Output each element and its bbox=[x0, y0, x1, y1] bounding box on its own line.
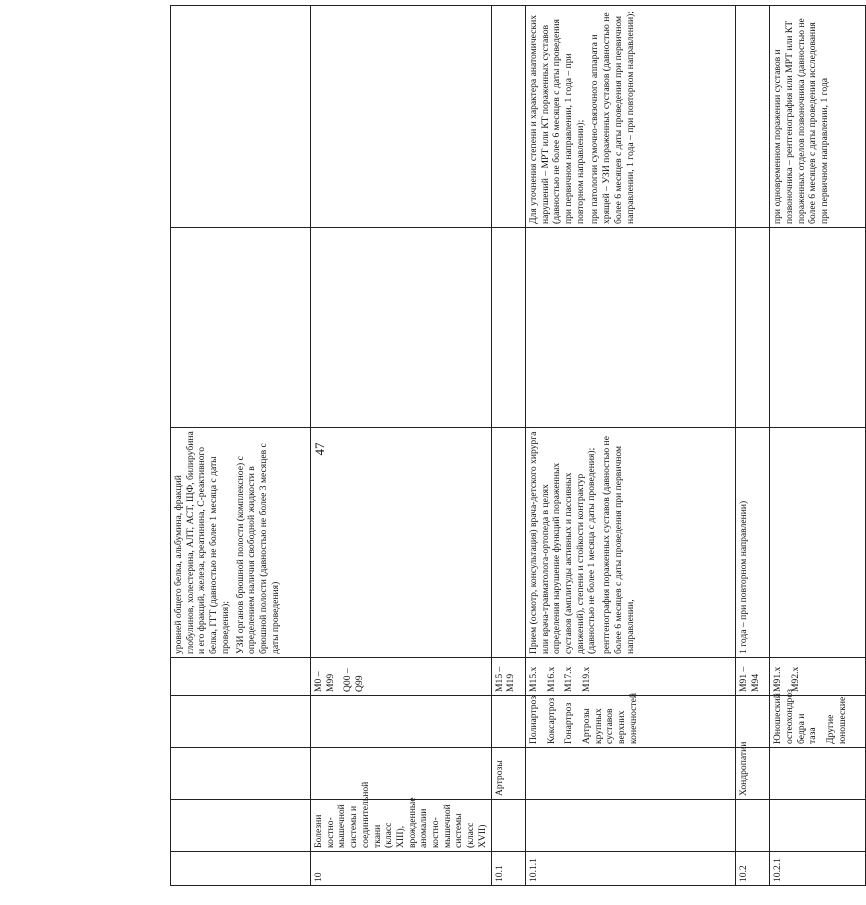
diag-text: Коксартроз bbox=[545, 697, 557, 744]
main-text: 1 года – при повторном направлении) bbox=[737, 500, 749, 654]
cell-code bbox=[491, 852, 525, 886]
cell-diag bbox=[311, 696, 492, 748]
cell-cls bbox=[491, 800, 525, 852]
cell-code bbox=[735, 852, 769, 886]
cell-grp bbox=[171, 748, 311, 800]
mkb-text: M0 – M99 bbox=[313, 671, 336, 692]
code-text: 10.1.1 bbox=[527, 858, 539, 882]
mkb-text: M19.x bbox=[581, 666, 593, 692]
cell-extra bbox=[171, 6, 311, 228]
cell-cls bbox=[311, 781, 492, 852]
cell-code bbox=[770, 852, 866, 886]
table-row bbox=[525, 6, 735, 886]
cell-grp bbox=[525, 748, 735, 800]
table-row bbox=[735, 6, 769, 886]
cell-grp bbox=[311, 748, 492, 800]
cell-mkb bbox=[171, 658, 311, 696]
grp-text: Артрозы bbox=[493, 760, 505, 796]
cell-extra bbox=[525, 6, 735, 228]
mkb-text: M15 –M19 bbox=[493, 666, 517, 692]
cell-code bbox=[171, 852, 311, 886]
cell-inter bbox=[311, 228, 492, 428]
cell-inter bbox=[171, 228, 311, 428]
cell-diag bbox=[770, 689, 866, 748]
cell-extra bbox=[491, 6, 525, 228]
mkb-text: M15.x bbox=[527, 666, 539, 692]
diag-text: Юношеский остеохондроз бедра и таза bbox=[772, 689, 819, 744]
code-text: 10 bbox=[313, 872, 324, 882]
cell-diag bbox=[525, 693, 735, 748]
cell-code bbox=[525, 852, 735, 886]
cell-main bbox=[171, 428, 311, 658]
main-text: УЗИ органов брюшной полости (комплексное) с определением наличия свободной жидкости в брюшной полости (давностью не более 3 месяцев с даты проведения) bbox=[234, 443, 281, 654]
cell-mkb bbox=[525, 658, 735, 696]
cell-main bbox=[770, 428, 866, 658]
extra-text: при одновременном поражении суставов и позвоночника – рентгенография или МРТ или КТ пораженных отделов позвоночника (давностью не более 6 месяцев с даты проведения исследования при первичном направлении, 1 года bbox=[772, 18, 831, 224]
cell-grp bbox=[735, 741, 769, 800]
cell-grp bbox=[491, 748, 525, 800]
code-text: 10.1 bbox=[493, 865, 505, 882]
diag-text: Гонартроз bbox=[563, 702, 575, 744]
diag-text: Артрозы крупных суставов верхних конечностей bbox=[581, 693, 639, 744]
cell-diag bbox=[491, 696, 525, 748]
cell-extra bbox=[770, 6, 866, 228]
main-text: рентгенография пораженных суставов (давностью не более 6 месяцев с даты проведения при первичном направлении, bbox=[601, 436, 636, 654]
cell-cls bbox=[770, 800, 866, 852]
cell-main bbox=[735, 428, 769, 658]
mkb-text: Q00 – Q99 bbox=[342, 668, 366, 692]
cell-extra bbox=[311, 6, 492, 228]
grp-text: Хондропатии bbox=[737, 741, 749, 796]
main-text: Прием (осмотр, консультация) врача-детского хирурга или врача-травматолога-ортопеда в целях определения нарушение функций пораженных суставов (амплитуды активных и пассивных движений), степени и стойкости контрактур (давностью не более 1 месяца с даты проведения); bbox=[527, 431, 598, 654]
cell-extra bbox=[735, 6, 769, 228]
table-row bbox=[491, 6, 525, 886]
table-row bbox=[770, 6, 866, 886]
diag-text: Другие юношеские bbox=[825, 696, 848, 744]
cell-main bbox=[491, 428, 525, 658]
extra-text: при патологии сумочно-связочного аппарата и хрящей – УЗИ пораженных суставов (давностью не более 6 месяцев с даты проведения при первичном направлении, 1 года – при повторном направлении); bbox=[589, 11, 636, 224]
mkb-text: M92.x bbox=[790, 666, 802, 692]
main-text: уровней общего белка, альбумина, фракций глобулинов, холестерина, АЛТ, АСТ, ЩФ, билирубина и его фракций, железа, креатинина, С-реактивного белка, ГГТ (давностью не более 1 месяца с даты проведения); bbox=[173, 431, 231, 654]
cell-inter bbox=[770, 228, 866, 428]
cell-cls bbox=[735, 800, 769, 852]
diag-text: Полиартроз bbox=[527, 695, 539, 744]
extra-text: Для уточнения степени и характера анатомических нарушений – МРТ или КТ пораженных суставов (давностью не более 6 месяцев с даты проведения при первичном направлении, 1 года – при повторном направлении); bbox=[527, 14, 586, 224]
medical-criteria-table bbox=[170, 5, 866, 886]
code-text: 10.2 bbox=[737, 865, 749, 882]
cell-cls bbox=[171, 800, 311, 852]
cell-grp bbox=[770, 748, 866, 800]
cell-mkb bbox=[735, 658, 769, 696]
cell-diag bbox=[735, 696, 769, 748]
cell-mkb bbox=[491, 658, 525, 696]
cell-inter bbox=[735, 228, 769, 428]
cls-text: Болезни костно-мышечной системы и соединительной ткани (класс XIII), врожденные аномалии костно-мышечной системы (класс XVII) bbox=[313, 781, 488, 848]
table-row bbox=[311, 6, 492, 886]
mkb-text: M16.x bbox=[545, 666, 557, 692]
mkb-text: M17.x bbox=[563, 666, 575, 692]
code-text: 10.2.1 bbox=[772, 858, 784, 882]
cell-inter bbox=[525, 228, 735, 428]
mkb-text: M91.x bbox=[772, 666, 784, 692]
table-row bbox=[171, 6, 311, 886]
cell-main bbox=[311, 428, 492, 658]
mkb-text: M91 – M94 bbox=[737, 666, 761, 692]
cell-code bbox=[311, 852, 492, 886]
table-body bbox=[171, 6, 866, 886]
cell-main bbox=[525, 428, 735, 658]
page-number: 47 bbox=[312, 442, 327, 456]
cell-mkb bbox=[311, 658, 492, 696]
rotated-table-container bbox=[170, 6, 848, 886]
cell-cls bbox=[525, 800, 735, 852]
cell-inter bbox=[491, 228, 525, 428]
cell-diag bbox=[171, 696, 311, 748]
